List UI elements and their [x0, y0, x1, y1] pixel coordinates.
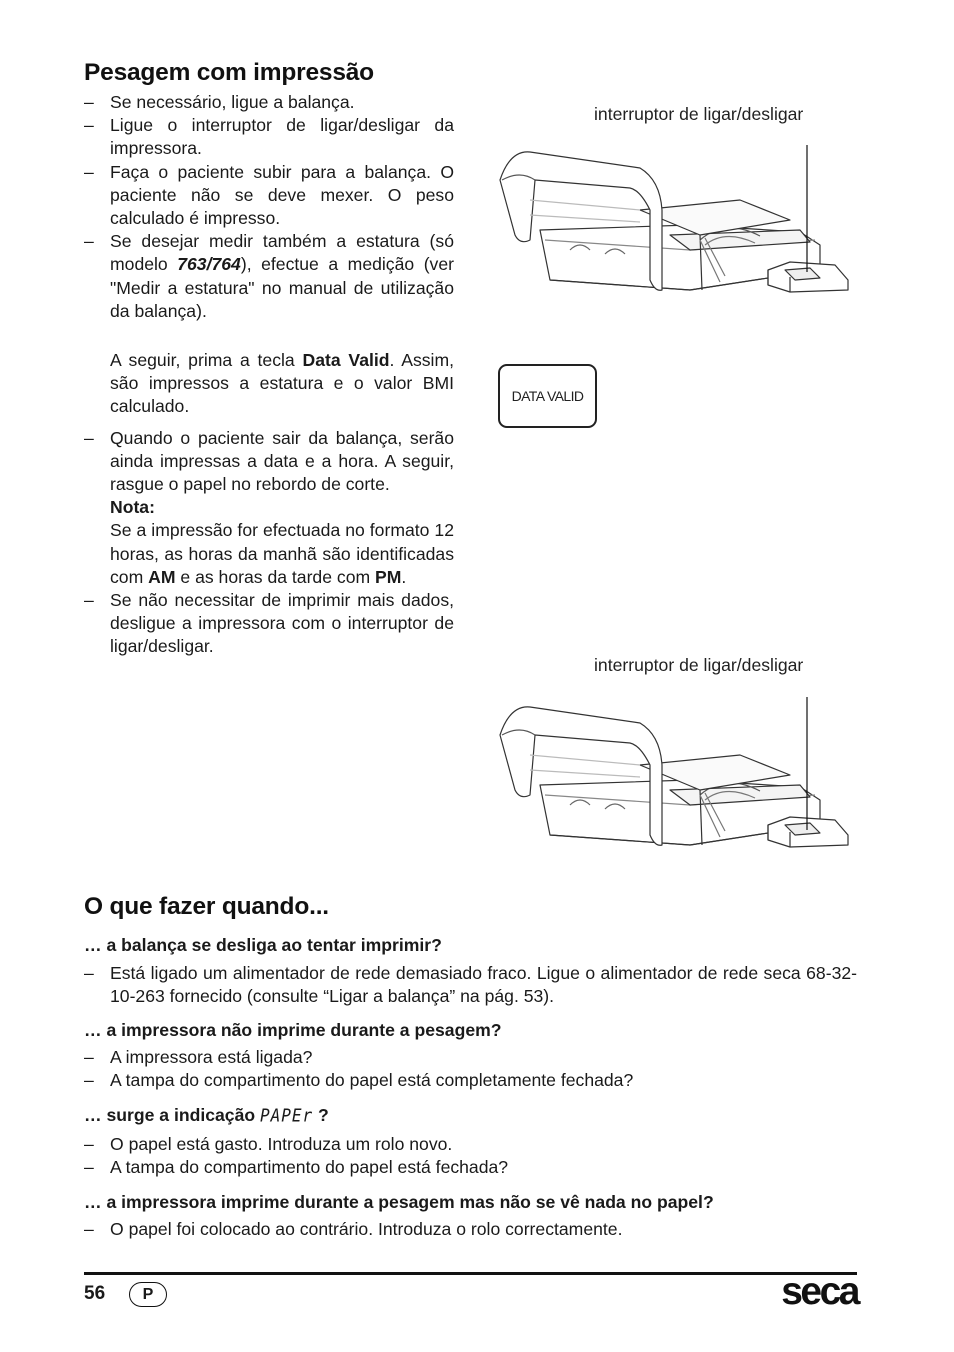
seca-logo: seca: [781, 1270, 858, 1313]
answer-4: [84, 1218, 857, 1241]
power-switch-caption-top: interruptor de ligar/desligar: [594, 104, 804, 124]
question-1: … a balança se desliga ao tentar imprimir?: [84, 935, 442, 955]
question-2: … a impressora não imprime durante a pesagem?: [84, 1020, 502, 1040]
list-item: [84, 114, 454, 160]
dash: –: [84, 1219, 94, 1239]
dash: –: [84, 1134, 94, 1154]
answer-2: [84, 1046, 857, 1092]
answer-3: [84, 1133, 857, 1179]
data-valid-key-name: Data Valid: [302, 350, 390, 371]
language-badge: P: [129, 1282, 167, 1307]
power-switch-caption-bottom: interruptor de ligar/desligar: [594, 655, 804, 675]
item-text: Faça o paciente subir para a balança. O paciente não se deve mexer. O peso calculado é impresso.: [110, 161, 454, 229]
model-number: 763/764: [177, 254, 241, 275]
list-item: [84, 962, 857, 1008]
note-text-pre: Se a impressão for efectuada no formato 12 horas, as horas da manhã são identificadas com: [110, 520, 454, 587]
item-text: O papel está gasto. Introduza um rolo novo.: [110, 1134, 453, 1154]
question-3-post: ?: [313, 1105, 329, 1125]
item-text-post: . Assim, são impressos a estatura e o valor BMI calculado.: [110, 350, 454, 417]
footer-rule: [84, 1272, 857, 1275]
am-label: AM: [148, 566, 176, 587]
dash: –: [84, 590, 94, 611]
dash: –: [84, 427, 94, 448]
list-item: [84, 589, 454, 659]
list-item: [84, 91, 454, 114]
instruction-list: [84, 91, 454, 659]
note-paragraph: [84, 519, 454, 589]
note-label: [84, 496, 454, 519]
dash: –: [84, 92, 94, 112]
answer-1: [84, 962, 857, 1008]
item-text-pre: A seguir, prima a tecla: [110, 350, 303, 371]
list-item: [84, 161, 454, 231]
list-item: [84, 1218, 857, 1241]
section-title-troubleshooting: O que fazer quando...: [84, 893, 329, 920]
dash: –: [84, 1157, 94, 1177]
item-text: A impressora está ligada?: [110, 1047, 313, 1067]
item-text-pre: Se desejar medir também a estatura (só modelo: [110, 231, 454, 275]
list-item: [84, 427, 454, 497]
item-text: Se não necessitar de imprimir mais dados, desligue a impressora com o interruptor de ligar/desligar.: [110, 590, 454, 657]
data-valid-key-label: DATA VALID: [511, 388, 584, 404]
scale-printer-illustration-bottom: [490, 695, 860, 855]
item-text: Quando o paciente sair da balança, serão ainda impressas a data e a hora. A seguir, rasgue o papel no rebordo de corte.: [110, 427, 454, 495]
data-valid-key-icon: [498, 364, 597, 428]
question-3-pre: … surge a indicação: [84, 1105, 260, 1125]
list-item: [84, 1046, 857, 1069]
note-text-mid: e as horas da tarde com: [175, 566, 376, 587]
scale-printer-illustration-top: [490, 140, 860, 300]
dash: –: [84, 1070, 94, 1090]
note-text-post: .: [401, 566, 407, 587]
page-number: 56: [84, 1283, 106, 1304]
dash: –: [84, 161, 94, 182]
item-text: Se necessário, ligue a balança.: [110, 92, 355, 112]
display-paper-indicator: PAPEr: [260, 1105, 314, 1126]
list-item: [84, 1133, 857, 1156]
item-text: A tampa do compartimento do papel está fechada?: [110, 1157, 509, 1177]
dash: –: [84, 231, 94, 252]
list-item: [84, 1069, 857, 1092]
item-text: Ligue o interruptor de ligar/desligar da impressora.: [110, 115, 454, 159]
section-title-weighing-print: Pesagem com impressão: [84, 59, 374, 86]
item-text: A tampa do compartimento do papel está completamente fechada?: [110, 1070, 634, 1090]
dash: –: [84, 1047, 94, 1067]
list-item: [84, 1156, 857, 1179]
question-3: [84, 1105, 329, 1126]
item-text: Está ligado um alimentador de rede demasiado fraco. Ligue o alimentador de rede seca 68-32-10-263 fornecido (consulte “Ligar a balança” na pág. 53).: [110, 963, 857, 1006]
pm-label: PM: [375, 566, 402, 587]
dash: –: [84, 115, 94, 136]
question-4: … a impressora imprime durante a pesagem mas não se vê nada no papel?: [84, 1192, 714, 1212]
item-text: O papel foi colocado ao contrário. Introduza o rolo correctamente.: [110, 1219, 623, 1239]
note-label-text: Nota:: [110, 497, 155, 518]
list-item: [84, 230, 454, 323]
item-text-post: ), efectue a medição (ver "Medir a estatura" no manual de utilização da balança).: [110, 254, 454, 321]
dash: –: [84, 963, 94, 983]
data-valid-paragraph: [84, 349, 454, 419]
